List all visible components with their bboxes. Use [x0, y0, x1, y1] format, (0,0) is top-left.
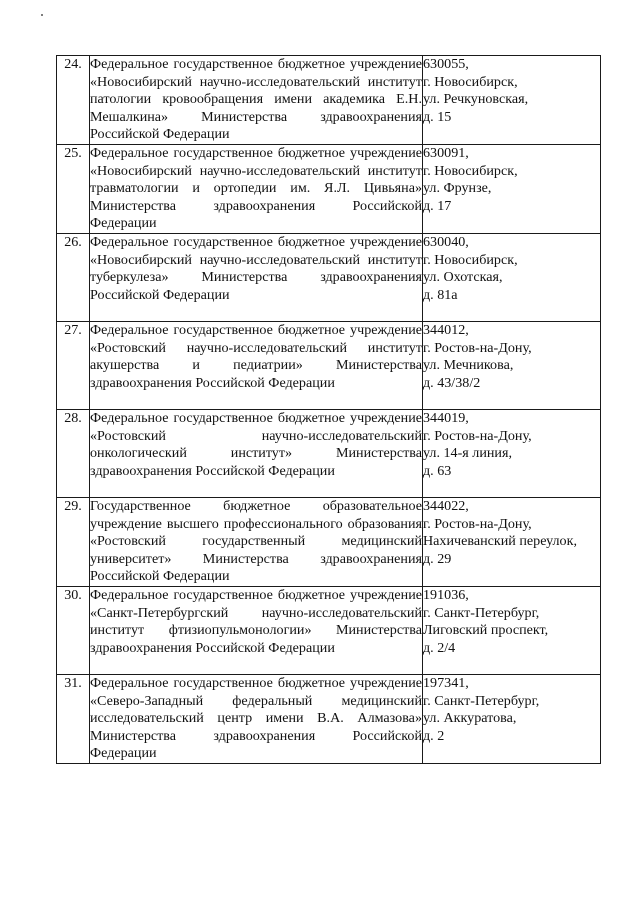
address-city: г. Новосибирск, — [423, 251, 518, 268]
institutions-table — [56, 55, 601, 764]
row-number: 25. — [57, 144, 90, 233]
address-building: д. 43/38/2 — [423, 374, 481, 391]
table-row — [57, 144, 601, 233]
institution-address — [423, 321, 601, 409]
address-building: д. 17 — [423, 197, 452, 214]
address-postcode: 197341, — [423, 674, 469, 691]
address-building: д. 2/4 — [423, 639, 456, 656]
address-city: г. Новосибирск, — [423, 73, 518, 90]
address-city: г. Санкт-Петербург, — [423, 604, 540, 621]
address-postcode: 344012, — [423, 321, 469, 338]
row-number: 30. — [57, 586, 90, 674]
address-postcode: 630040, — [423, 233, 469, 250]
row-number: 26. — [57, 233, 90, 321]
row-number: 24. — [57, 56, 90, 145]
address-street: ул. Речкуновская, — [423, 91, 529, 108]
address-postcode: 344022, — [423, 497, 469, 514]
address-street: ул. Фрунзе, — [423, 180, 492, 197]
row-number: 28. — [57, 409, 90, 497]
address-street: ул. 14-я линия, — [423, 445, 512, 462]
address-postcode: 344019, — [423, 409, 469, 426]
address-building: д. 2 — [423, 727, 445, 744]
row-number: 29. — [57, 497, 90, 586]
institution-name: Федеральное государственное бюджетное учреждение «Новосибирский научно-исследовательский институт туберкулеза» Министерства здравоохранения Российской Федерации — [90, 233, 423, 321]
address-city: г. Новосибирск, — [423, 162, 518, 179]
address-postcode: 630055, — [423, 56, 469, 72]
address-building: д. 15 — [423, 108, 452, 125]
address-postcode: 630091, — [423, 144, 469, 161]
address-city: г. Ростов-на-Дону, — [423, 339, 532, 356]
address-building: д. 63 — [423, 462, 452, 479]
institution-address — [423, 586, 601, 674]
institution-name: Федеральное государственное бюджетное учреждение «Новосибирский научно-исследовательский институт травматологии и ортопедии им. Я.Л. Цивьяна» Министерства здравоохранения Российской Федерации — [90, 144, 423, 233]
institution-address — [423, 144, 601, 233]
address-building: д. 81а — [423, 286, 458, 303]
institution-name: Федеральное государственное бюджетное учреждение «Северо-Западный федеральный медицинский исследовательский центр имени В.А. Алмазова» Министерства здравоохранения Российской Федерации — [90, 674, 423, 763]
institution-name: Федеральное государственное бюджетное учреждение «Ростовский научно-исследовательский институт акушерства и педиатрии» Министерства здравоохранения Российской Федерации — [90, 321, 423, 409]
address-city: г. Ростов-на-Дону, — [423, 515, 532, 532]
scan-speck — [41, 14, 43, 16]
institutions-table-body — [57, 56, 601, 764]
address-city: г. Ростов-на-Дону, — [423, 427, 532, 444]
institution-address — [423, 233, 601, 321]
table-row — [57, 409, 601, 497]
institution-address — [423, 56, 601, 145]
address-street: ул. Аккуратова, — [423, 710, 517, 727]
row-number: 27. — [57, 321, 90, 409]
table-row — [57, 497, 601, 586]
table-row — [57, 233, 601, 321]
institution-name: Государственное бюджетное образовательное учреждение высшего профессионального образования «Ростовский государственный медицинский университет» Министерства здравоохранения Российской Федерации — [90, 497, 423, 586]
institution-address — [423, 409, 601, 497]
row-number: 31. — [57, 674, 90, 763]
table-row — [57, 321, 601, 409]
table-row — [57, 56, 601, 145]
address-street: ул. Мечникова, — [423, 357, 514, 374]
table-row — [57, 674, 601, 763]
address-street: Лиговский проспект, — [423, 622, 549, 639]
address-city: г. Санкт-Петербург, — [423, 692, 540, 709]
institution-name: Федеральное государственное бюджетное учреждение «Санкт-Петербургский научно-исследовательский институт фтизиопульмонологии» Министерства здравоохранения Российской Федерации — [90, 586, 423, 674]
address-postcode: 191036, — [423, 586, 469, 603]
institution-name: Федеральное государственное бюджетное учреждение «Ростовский научно-исследовательский онкологический институт» Министерства здравоохранения Российской Федерации — [90, 409, 423, 497]
institution-address — [423, 674, 601, 763]
address-street: Нахичеванский переулок, — [423, 533, 577, 550]
address-street: ул. Охотская, — [423, 269, 503, 286]
institution-name: Федеральное государственное бюджетное учреждение «Новосибирский научно-исследовательский институт патологии кровообращения имени академика Е.Н. Мешалкина» Министерства здравоохранения Российской Федерации — [90, 56, 423, 145]
institution-address — [423, 497, 601, 586]
table-row — [57, 586, 601, 674]
address-building: д. 29 — [423, 550, 452, 567]
